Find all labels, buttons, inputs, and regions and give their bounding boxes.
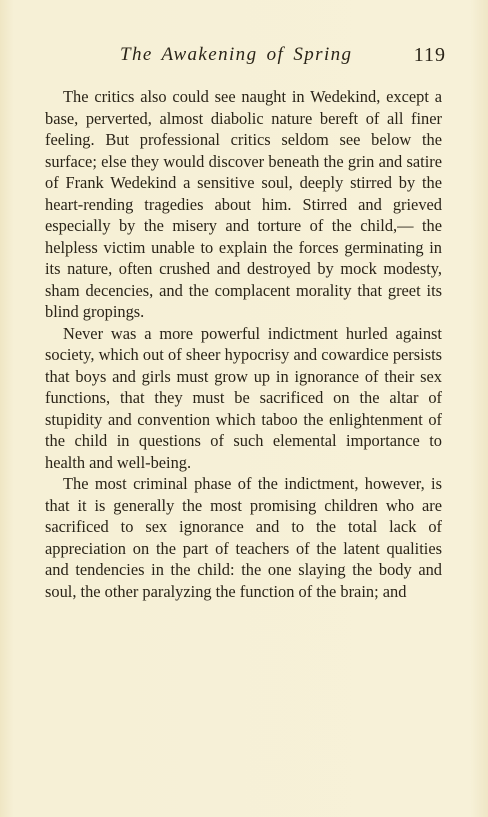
paragraph-1: The critics also could see naught in Wedekind, except a base, perverted, almost diabolic nature bereft of all finer feeling. But professional critics seldom see below the surface; else they would discover beneath the grin and satire of Frank Wedekind a sensitive soul, deeply stirred by the heart-rending tragedies about him. Stirred and grieved especially by the misery and torture of the child,— the helpless victim unable to explain the forces germinating in its nature, often crushed and destroyed by mock modesty, sham decencies, and the complacent morality that greet its blind gropings. bbox=[45, 87, 442, 321]
page-number: 119 bbox=[413, 44, 446, 66]
paragraph-2: Never was a more powerful indictment hurled against society, which out of sheer hypocrisy and cowardice persists that boys and girls must grow up in ignorance of their sex functions, that they must be sacrificed on the altar of stupidity and convention which taboo the enlightenment of the child in questions of such elemental importance to health and well-being. bbox=[45, 323, 442, 472]
running-head bbox=[46, 44, 446, 74]
running-title: The Awakening of Spring bbox=[120, 44, 353, 65]
paragraph-3: The most criminal phase of the indictment, however, is that it is generally the most promising children who are sacrificed to sex ignorance and to the total lack of appreciation on the part of teachers of the latent qualities and tendencies in the child: the one slaying the body and soul, the other paralyzing the function of the brain; and bbox=[45, 474, 442, 601]
body-text bbox=[45, 86, 442, 602]
